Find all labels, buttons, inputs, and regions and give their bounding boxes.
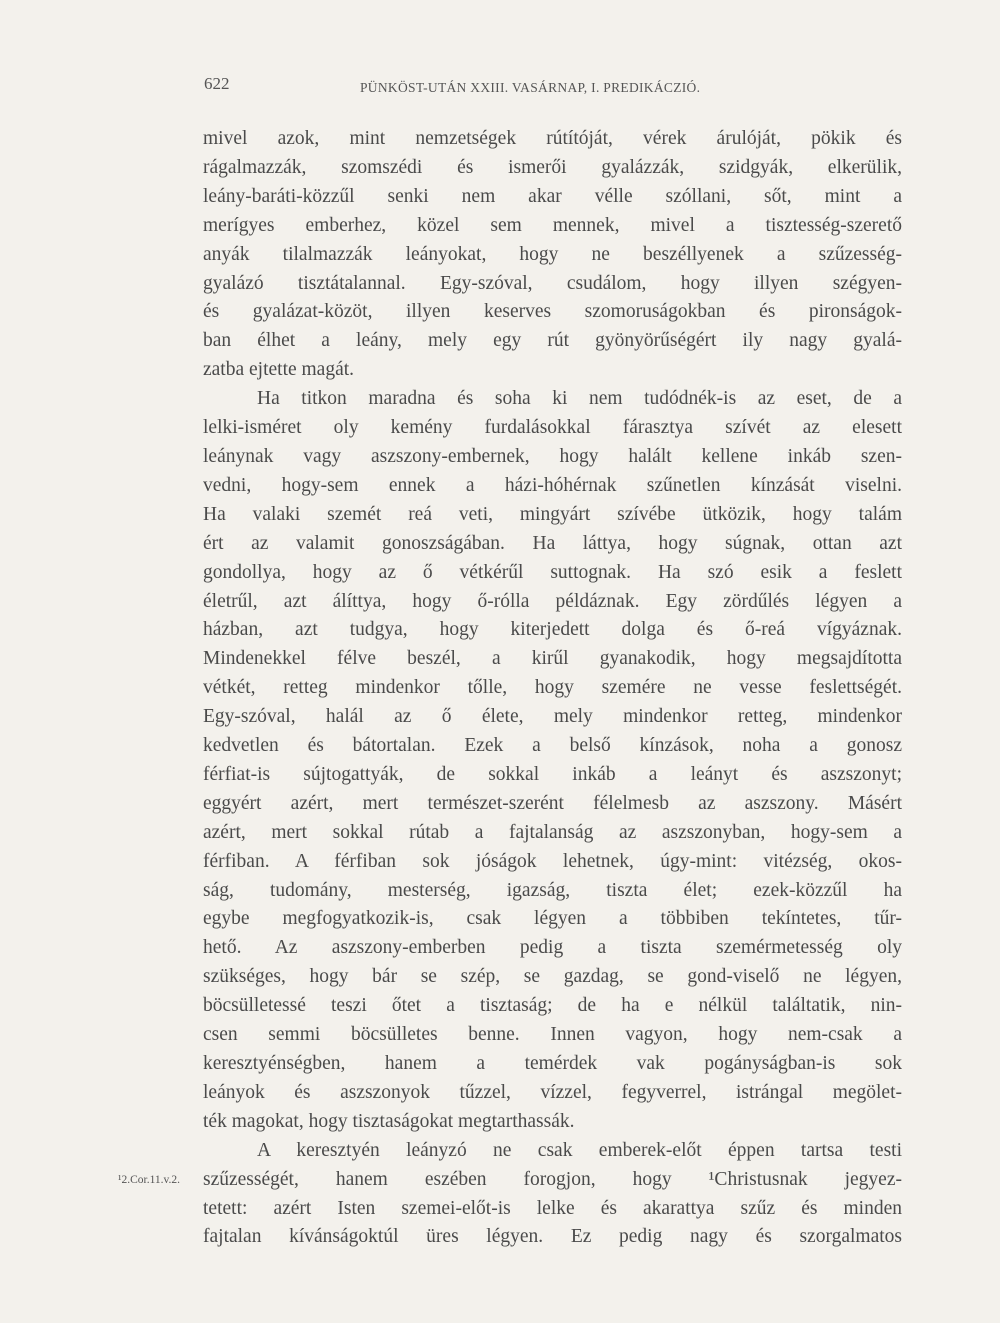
text-line: Mindenekkel félve beszél, a kirűl gyanakodik, hogy megsajdította bbox=[203, 648, 902, 670]
text-line: egybe megfogyatkozik-is, csak légyen a többiben tekíntetes, tűr- bbox=[203, 908, 902, 930]
text-line: merígyes emberhez, közel sem mennek, mivel a tisztesség-szerető bbox=[203, 214, 902, 236]
margin-note: ¹2.Cor.11.v.2. bbox=[118, 1174, 181, 1187]
text-line: Ha titkon maradna és soha ki nem tudódnék-is az eset, de a bbox=[257, 388, 902, 410]
text-line: ték magokat, hogy tisztaságokat megtarthassák. bbox=[203, 1110, 575, 1132]
text-line: ság, tudomány, mesterség, igazság, tiszta élet; ezek-közzűl ha bbox=[203, 879, 902, 901]
text-line: kedvetlen és bátortalan. Ezek a belső kínzások, noha a gonosz bbox=[203, 735, 902, 757]
text-line: ért az valamit gonoszságában. Ha láttya, hogy súgnak, ottan azt bbox=[203, 532, 902, 554]
text-line: gondollya, hogy az ő vétkérűl suttognak. Ha szó esik a feslett bbox=[203, 561, 902, 583]
text-line: csen semmi böcsülletes benne. Innen vagyon, hogy nem-csak a bbox=[203, 1024, 902, 1046]
text-line: eggyért azért, mert természet-szerént félelmesb az aszszony. Másért bbox=[203, 792, 902, 814]
text-line: férfiat-is sújtogattyák, de sokkal inkáb a leányt és aszszonyt; bbox=[203, 763, 902, 785]
text-line: zatba ejtette magát. bbox=[203, 359, 355, 381]
text-line: Egy-szóval, halál az ő élete, mely mindenkor retteg, mindenkor bbox=[203, 706, 902, 728]
text-line: keresztyénségben, hanem a temérdek vak pogányságban-is sok bbox=[203, 1053, 902, 1074]
text-line: azért, mert sokkal rútab a fajtalanság az aszszonyban, hogy-sem a bbox=[203, 821, 902, 843]
text-line: szűzességét, hanem eszében forogjon, hogy ¹Christusnak jegyez- bbox=[203, 1168, 902, 1190]
text-line: A keresztyén leányzó ne csak emberek-előt éppen tartsa testi bbox=[257, 1139, 902, 1161]
text-line: rágalmazzák, szomszédi és ismerői gyalázzák, szidgyák, elkerülik, bbox=[203, 156, 902, 178]
text-line: leánynak vagy aszszony-embernek, hogy halált kellene inkáb szen- bbox=[203, 445, 902, 467]
text-line: házban, azt tudgya, hogy kiterjedett dolga és ő-reá vígyáznak. bbox=[203, 619, 902, 641]
text-line: lelki-isméret oly kemény furdalásokkal fárasztya szívét az elesett bbox=[203, 417, 902, 439]
text-line: férfiban. A férfiban sok jóságok lehetnek, úgy-mint: vitézség, okos- bbox=[203, 850, 902, 872]
text-line: fajtalan kívánságoktúl üres légyen. Ez pedig nagy és szorgalmatos bbox=[203, 1226, 902, 1248]
text-line: leány-baráti-közzűl senki nem akar vélle szóllani, sőt, mint a bbox=[203, 185, 902, 207]
text-line: Ha valaki szemét reá veti, mingyárt szívébe ütközik, hogy talám bbox=[203, 503, 902, 525]
text-line: mivel azok, mint nemzetségek rútítóját, vérek árulóját, pökik és bbox=[203, 128, 902, 149]
text-line: szükséges, hogy bár se szép, se gazdag, se gond-viselő ne légyen, bbox=[203, 966, 902, 988]
text-line: anyák tilalmazzák leányokat, hogy ne beszéllyenek a szűzesség- bbox=[203, 243, 902, 265]
text-line: hető. Az aszszony-emberben pedig a tiszta szemérmetesség oly bbox=[203, 937, 902, 959]
text-line: vedni, hogy-sem ennek a házi-hóhérnak szűnetlen kínzását viselni. bbox=[203, 474, 902, 496]
text-line: vétkét, retteg mindenkor tőlle, hogy szemére ne vesse feslettségét. bbox=[203, 677, 902, 699]
text-line: életrűl, azt álíttya, hogy ő-rólla példáznak. Egy zördűlés légyen a bbox=[203, 590, 902, 612]
text-line: leányok és aszszonyok tűzzel, vízzel, fegyverrel, istrángal megölet- bbox=[203, 1081, 902, 1103]
body-text bbox=[203, 125, 902, 1252]
text-line: ban élhet a leány, mely egy rút gyönyörűségért ily nagy gyalá- bbox=[203, 330, 902, 352]
page-number: 622 bbox=[204, 74, 230, 93]
text-line: gyalázó tisztátalannal. Egy-szóval, csudálom, hogy illyen szégyen- bbox=[203, 272, 902, 294]
text-line: tetett: azért Isten szemei-előt-is lelke és akarattya szűz és minden bbox=[203, 1197, 902, 1219]
text-line: és gyalázat-közöt, illyen keserves szomoruságokban és pironságok- bbox=[203, 301, 902, 323]
running-header: PÜNKÖST-UTÁN XXIII. VASÁRNAP, I. PREDIKÁCZIÓ. bbox=[360, 80, 701, 95]
text-line: böcsülletessé teszi őtet a tisztaság; de ha e nélkül találtatik, nin- bbox=[203, 995, 902, 1017]
